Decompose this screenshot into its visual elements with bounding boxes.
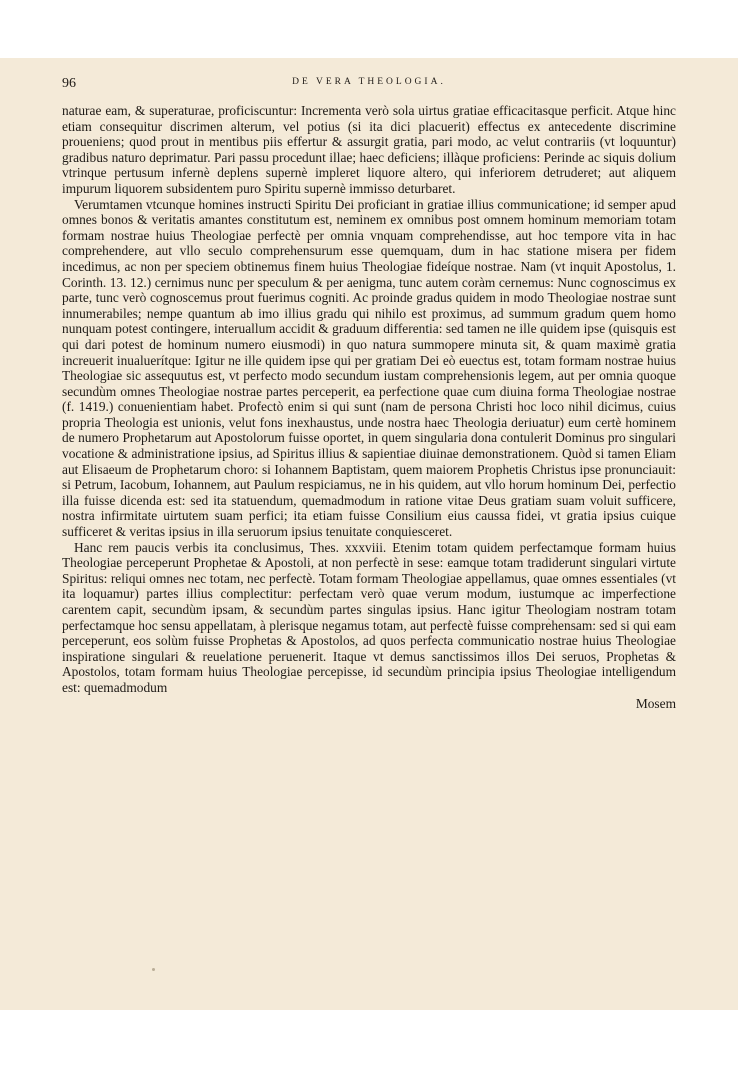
catchword: Mosem [635, 695, 676, 711]
paragraph: Hanc rem paucis verbis ita conclusimus, Thes. xxxviii. Etenim totam quidem perfectamque formam huius Theologiae perceperunt Prophetae & Apostoli, at non perfectè in sese: eamque totam tradiderunt singulari virtute Spiritus: reliqui omnes nec totam, nec perfectè. Totam formam Theologiae appellamus, quae omnes essentiales (vt ita loquamur) partes illius complectitur: perfectam verò quae verum modum, iustumque ac imperfectione carentem capit, secundùm ipsam, & secundùm partes singulas ipsius. Hanc igitur Theologiam nostram totam perfectamque hoc sensu appellatam, à plerisque negamus totam, aut perfectè fuisse comprehensam: sed si qui eam perceperunt, eos solùm fuisse Prophetas & Apostolos, ad quos perfecta communicatio nostrae huius Theologiae inspiratione singulari & reuelatione peruenerit. Itaque vt demus sanctissimos illos Dei seruos, Prophetas & Apostolos, totam formam huius Theologiae percepisse, id secundùm principia ipsius Theologiae intelligendum est: quemadmodum [62, 539, 676, 695]
running-title: DE VERA THEOLOGIA. [292, 77, 446, 87]
paragraph: naturae eam, & superaturae, proficiscuntur: Incrementa verò sola uirtus gratiae efficacitasque perficit. Atque hinc etiam consequitur discrimen alterum, vel potius (si ita dici placuerit) effectus ex antecedente discrimine proueniens; quod prout in mentibus piis effertur & assurgit gratia, pari modo, ac velut contrariis (vt loquuntur) gradibus naturo deprimatur. Pari passu procedunt illae; haec deficiens; illàque proficiens: Perinde ac siquis dolium vtrinque pertusum infernè deplens supernè impleret liquore altero, qui inferiorem detruderet; aut aliquem impurum liquorem subsidentem puro Spiritu supernè immisso deturbaret. [62, 103, 676, 196]
page-header [62, 76, 676, 96]
paper-spot [152, 968, 155, 971]
body-text [62, 103, 676, 711]
page-number: 96 [62, 76, 76, 91]
paragraph: Verumtamen vtcunque homines instructi Spiritu Dei proficiant in gratiae illius communicatione; id semper apud omnes bonos & veritatis amantes constitutum est, neminem ex omnibus post omnem hominum memoriam totam formam nostrae huius Theologiae perfectè per omnia vnquam comprehendisse, aut hoc tempore vita in hac comprehendere, aut vllo seculo comprehensurum esse quemquam, dum in hac statione misera per fidem incedimus, ac non per speciem obtinemus finem huius Theologiae fideíque nostrae. Nam (vt inquit Apostolus, 1. Corinth. 13. 12.) cernimus nunc per speculum & per aenigma, tunc autem coràm cernemus: Nunc cognoscimus ex parte, tunc verò cognoscemus prout fuerimus cogniti. Ac proinde gradus quidem in modo Theologiae nostrae sunt innumerabiles; nempe quantum ab imo illius gradu qui nihilo est proximus, ad summum gradum quem homo nunquam potest contingere, interuallum accidit & graduum differentia: sed tamen ne ille quidem ipse (quisquis est qui dari potest de hominum numero eiusmodi) in quo natura summopere minuta sit, & quam maximè gratia increuerit inualuerítque: Igitur ne ille quidem ipse qui per gratiam Dei eò euectus est, totam formam nostrae huius Theologiae sic assequutus est, vt perfecto modo secundum iustam comprehensionis legem, aut per omnia quoque secundùm omnes Theologiae nostrae partes perceperit, ea perfectione quae cum diuina forma Theologiae nostrae (f. 1419.) conuenientiam habet. Profectò enim si qui sunt (nam de persona Christi hoc loco nihil dicimus, cuius propria Theologia est unionis, velut fons inexhaustus, unde nostra haec Theologia deriuatur) eum certè hominem de numero Prophetarum aut Apostolorum fuisse oportet, in quem singularia dona contulerit Dominus pro singulari vocatione & administratione ipsius, ad Spiritus illius & sapientiae diuinae demonstrationem. Quòd si tamen Eliam aut Elisaeum de Prophetarum choro: si Iohannem Baptistam, quem maiorem Prophetis Christus ipse pronunciauit: si Petrum, Iacobum, Iohannem, aut Paulum respiciamus, ne in his quidem, aut vllo horum hominum Dei, perfectio illa fuisse dicenda est: sed ita statuendum, quemadmodum in ratione vitae Deus gratiam suam voluit sufficere, nostra infirmitate uirtutem suam perfici; ita etiam fuisse Consilium eius caussa fidei, vt gratia ipsius cuique sufficeret & veritas ipsius in illa seruorum ipsius tenuitate conquiesceret. [62, 196, 676, 540]
